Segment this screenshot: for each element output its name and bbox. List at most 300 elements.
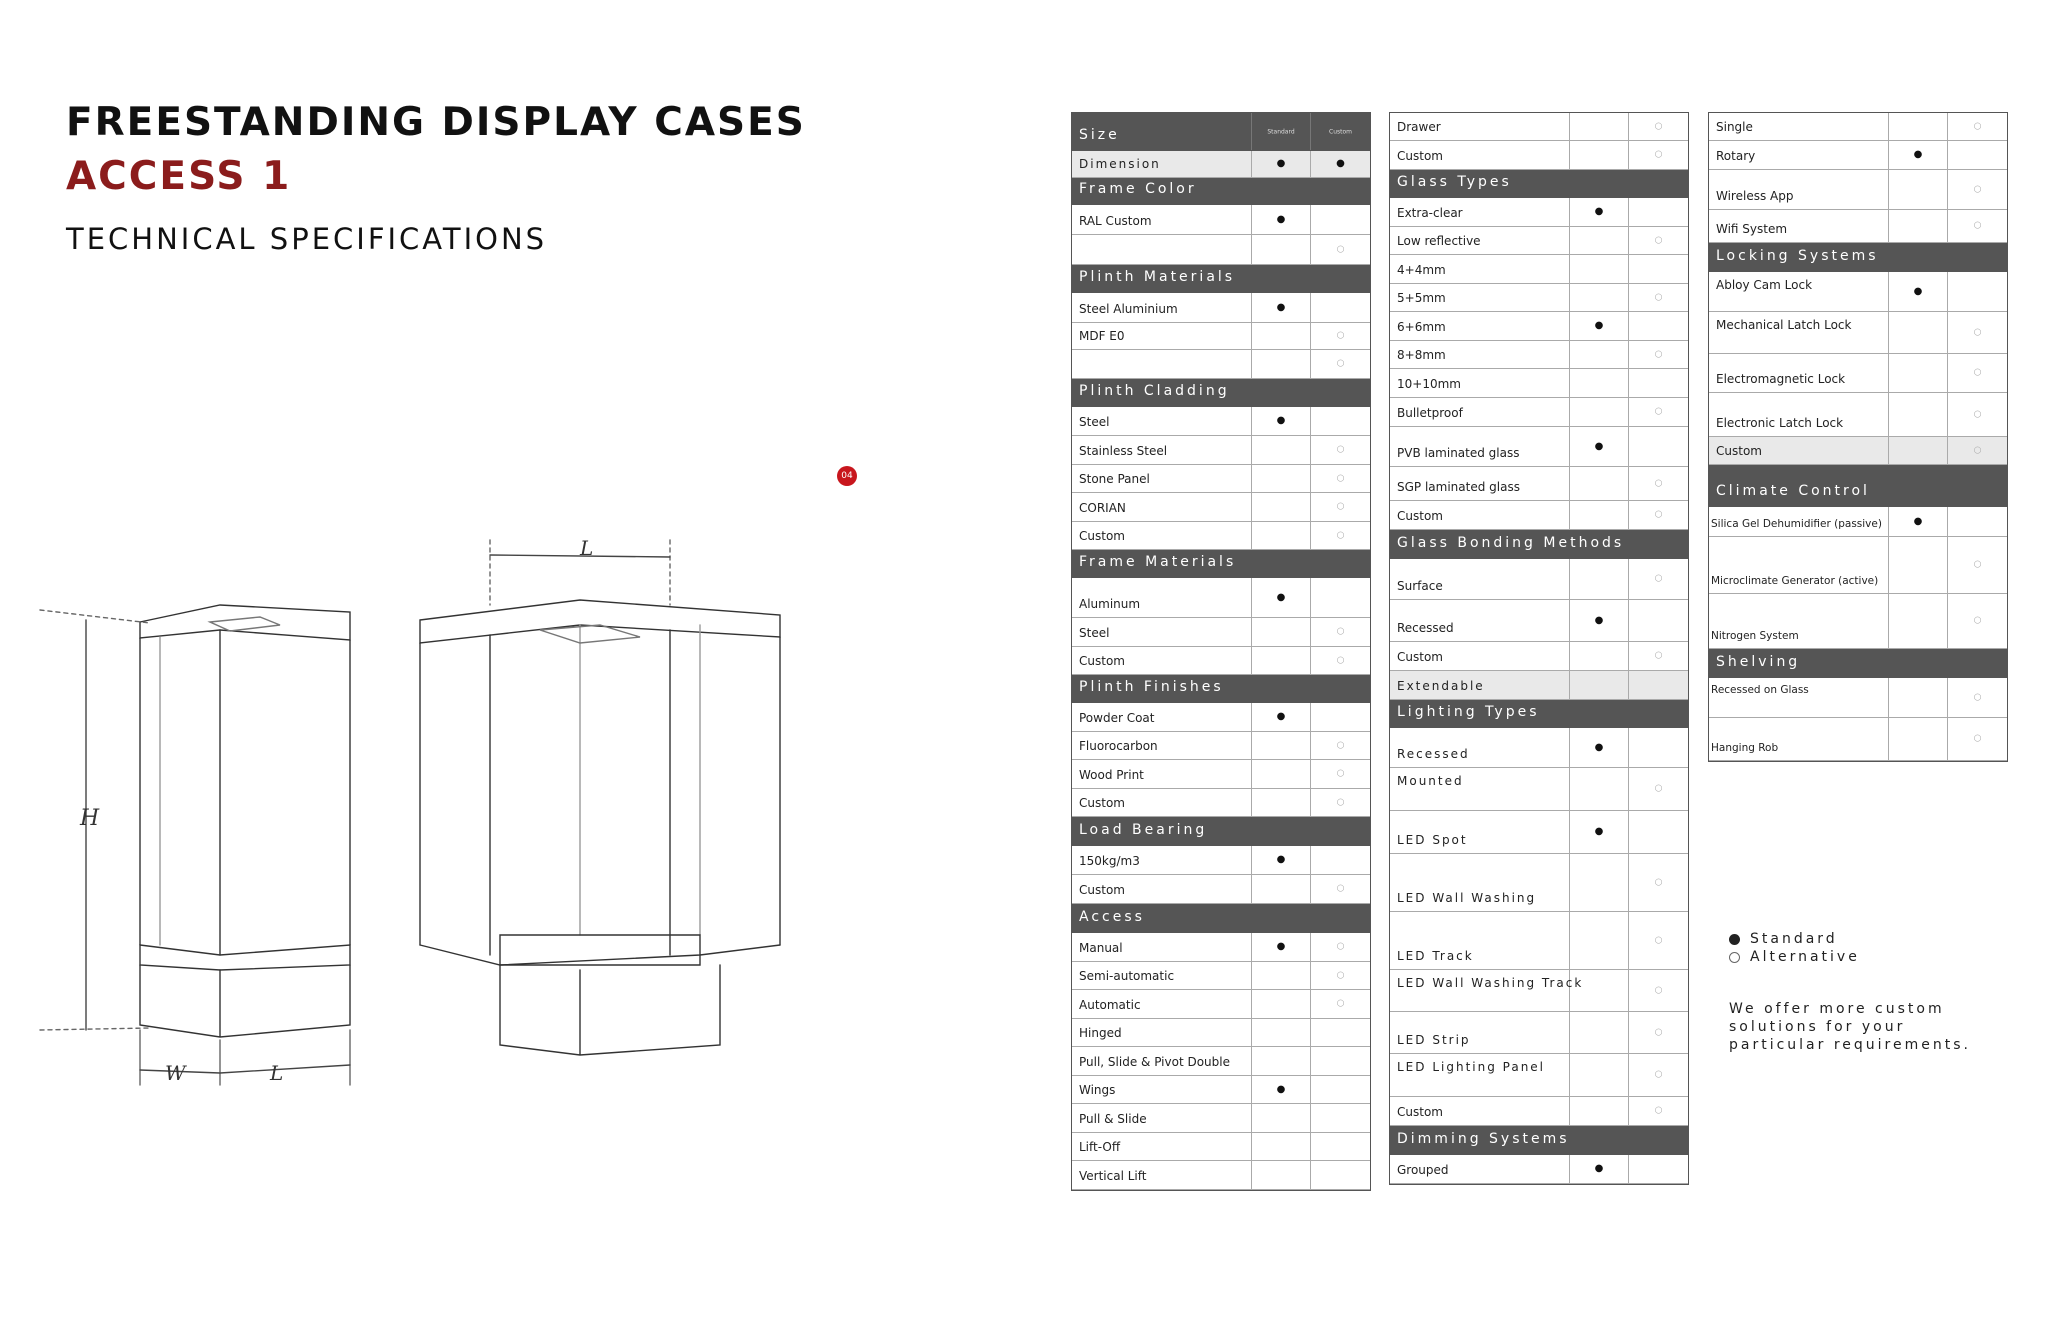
spec-label-cell bbox=[1390, 398, 1570, 426]
standard-cell bbox=[1252, 875, 1311, 903]
spec-section-header bbox=[1709, 243, 2007, 272]
alternative-dot-icon: ○ bbox=[1336, 797, 1345, 807]
legend bbox=[1729, 930, 1860, 966]
standard-cell bbox=[1252, 293, 1311, 322]
spec-label-cell bbox=[1072, 703, 1252, 731]
custom-cell bbox=[1311, 732, 1370, 759]
spec-row bbox=[1072, 962, 1370, 990]
hollow-dot-icon bbox=[1729, 952, 1740, 963]
spec-label-cell bbox=[1390, 255, 1570, 283]
custom-cell bbox=[1948, 678, 2007, 717]
custom-cell bbox=[1311, 760, 1370, 788]
spec-label-cell bbox=[1072, 1161, 1252, 1189]
standard-dot-icon: ● bbox=[1913, 285, 1923, 297]
spec-label-cell bbox=[1390, 768, 1570, 810]
option-label: RAL Custom bbox=[1079, 214, 1152, 228]
spec-label-cell bbox=[1709, 210, 1889, 242]
custom-cell bbox=[1948, 210, 2007, 242]
standard-cell bbox=[1889, 170, 1948, 209]
standard-cell bbox=[1889, 465, 1948, 506]
option-label: 10+10mm bbox=[1397, 377, 1461, 391]
alternative-dot-icon: ○ bbox=[1973, 220, 1982, 231]
option-label: LED Lighting Panel bbox=[1397, 1060, 1546, 1074]
spec-label-cell bbox=[1709, 113, 1889, 140]
option-label: Drawer bbox=[1397, 120, 1441, 134]
standard-dot-icon: ● bbox=[1276, 213, 1286, 225]
standard-cell bbox=[1570, 1054, 1629, 1096]
standard-cell bbox=[1252, 578, 1311, 617]
spec-row bbox=[1072, 151, 1370, 178]
option-label: Bulletproof bbox=[1397, 406, 1463, 420]
standard-cell bbox=[1570, 227, 1629, 254]
spec-label-cell bbox=[1072, 1019, 1252, 1046]
standard-cell bbox=[1889, 678, 1948, 717]
standard-cell bbox=[1570, 427, 1629, 466]
alternative-dot-icon: ○ bbox=[1336, 970, 1345, 980]
spec-row bbox=[1390, 559, 1688, 600]
spec-label-cell bbox=[1709, 678, 1889, 717]
custom-cell bbox=[1629, 398, 1688, 426]
spec-label-cell bbox=[1390, 854, 1570, 911]
spec-row bbox=[1390, 341, 1688, 369]
spec-label-cell bbox=[1390, 312, 1570, 340]
custom-cell bbox=[1311, 1161, 1370, 1189]
spec-section-header bbox=[1072, 904, 1370, 933]
spec-label-cell bbox=[1072, 647, 1252, 674]
spec-label-cell bbox=[1072, 407, 1252, 435]
alternative-dot-icon: ○ bbox=[1654, 509, 1663, 520]
custom-cell bbox=[1948, 243, 2007, 271]
spec-label-cell bbox=[1390, 501, 1570, 529]
alternative-dot-icon: ○ bbox=[1654, 1105, 1663, 1116]
alternative-dot-icon: ○ bbox=[1973, 615, 1982, 626]
section-label: Load Bearing bbox=[1079, 822, 1208, 838]
spec-row bbox=[1709, 678, 2007, 718]
standard-dot-icon: ● bbox=[1594, 206, 1604, 217]
standard-cell bbox=[1252, 647, 1311, 674]
standard-cell bbox=[1889, 507, 1948, 536]
spec-row bbox=[1072, 350, 1370, 379]
section-label: Plinth Materials bbox=[1079, 269, 1236, 285]
custom-cell bbox=[1629, 1054, 1688, 1096]
option-label: 8+8mm bbox=[1397, 348, 1446, 362]
standard-cell bbox=[1570, 284, 1629, 311]
spec-label-cell bbox=[1072, 904, 1252, 932]
standard-cell bbox=[1889, 393, 1948, 436]
spec-row bbox=[1709, 210, 2007, 243]
option-label: LED Track bbox=[1397, 949, 1474, 963]
option-label: Electronic Latch Lock bbox=[1716, 416, 1844, 430]
standard-cell bbox=[1252, 1019, 1311, 1046]
spec-label-cell bbox=[1072, 235, 1252, 264]
alternative-dot-icon: ○ bbox=[1654, 783, 1663, 794]
custom-cell bbox=[1629, 642, 1688, 670]
spec-row bbox=[1390, 312, 1688, 341]
standard-cell bbox=[1570, 255, 1629, 283]
custom-cell bbox=[1629, 559, 1688, 599]
custom-cell bbox=[1948, 170, 2007, 209]
section-label: Plinth Finishes bbox=[1079, 679, 1224, 695]
spec-label-cell bbox=[1072, 265, 1252, 292]
section-label: Locking Systems bbox=[1716, 248, 1879, 264]
custom-cell bbox=[1311, 323, 1370, 349]
spec-label-cell bbox=[1390, 671, 1570, 699]
custom-cell bbox=[1311, 293, 1370, 322]
spec-label-cell bbox=[1390, 284, 1570, 311]
option-label: 4+4mm bbox=[1397, 263, 1446, 277]
alternative-dot-icon: ○ bbox=[1654, 985, 1663, 995]
alternative-dot-icon: ○ bbox=[1336, 501, 1345, 512]
custom-cell bbox=[1629, 671, 1688, 699]
spec-label-cell bbox=[1390, 1054, 1570, 1096]
custom-cell bbox=[1311, 904, 1370, 932]
custom-cell bbox=[1311, 578, 1370, 617]
alternative-dot-icon: ○ bbox=[1654, 406, 1663, 417]
option-label: CORIAN bbox=[1079, 501, 1126, 515]
spec-label-cell bbox=[1072, 379, 1252, 406]
standard-cell bbox=[1252, 407, 1311, 435]
alternative-dot-icon: ○ bbox=[1336, 444, 1345, 455]
standard-cell bbox=[1252, 904, 1311, 932]
option-label: Automatic bbox=[1079, 998, 1141, 1012]
standard-cell bbox=[1252, 618, 1311, 646]
spec-row bbox=[1390, 369, 1688, 398]
custom-cell bbox=[1311, 235, 1370, 264]
custom-cell bbox=[1311, 1047, 1370, 1075]
custom-cell bbox=[1311, 1076, 1370, 1103]
custom-cell bbox=[1311, 846, 1370, 874]
custom-cell bbox=[1629, 854, 1688, 911]
spec-row bbox=[1390, 768, 1688, 811]
standard-cell bbox=[1570, 642, 1629, 670]
standard-cell bbox=[1252, 205, 1311, 234]
standard-cell bbox=[1252, 1161, 1311, 1189]
option-label: Custom bbox=[1397, 509, 1443, 523]
spec-label-cell bbox=[1390, 811, 1570, 853]
standard-cell bbox=[1570, 559, 1629, 599]
spec-label-cell bbox=[1709, 594, 1889, 648]
spec-row bbox=[1072, 1076, 1370, 1104]
standard-cell bbox=[1252, 962, 1311, 989]
alternative-dot-icon: ○ bbox=[1973, 121, 1982, 131]
option-label: Recessed bbox=[1397, 747, 1470, 761]
section-title: TECHNICAL SPECIFICATIONS bbox=[66, 222, 548, 256]
spec-label-cell bbox=[1072, 1104, 1252, 1132]
standard-cell bbox=[1252, 933, 1311, 961]
spec-row bbox=[1390, 970, 1688, 1012]
option-label: Extendable bbox=[1397, 679, 1485, 693]
spec-label-cell bbox=[1390, 700, 1570, 727]
custom-cell bbox=[1629, 170, 1688, 197]
spec-label-cell bbox=[1390, 1097, 1570, 1125]
option-label: Manual bbox=[1079, 941, 1123, 955]
custom-cell bbox=[1629, 1126, 1688, 1154]
spec-row bbox=[1709, 354, 2007, 393]
standard-cell bbox=[1252, 703, 1311, 731]
standard-cell bbox=[1570, 1126, 1629, 1154]
option-label: LED Wall Washing bbox=[1397, 891, 1537, 905]
standard-cell bbox=[1570, 671, 1629, 699]
spec-row bbox=[1390, 1012, 1688, 1054]
standard-cell bbox=[1889, 210, 1948, 242]
height-label: H bbox=[80, 806, 100, 831]
alternative-dot-icon: ○ bbox=[1336, 740, 1345, 750]
custom-cell bbox=[1629, 912, 1688, 969]
standard-cell bbox=[1252, 550, 1311, 577]
spec-section-header bbox=[1390, 1126, 1688, 1155]
option-label: Electromagnetic Lock bbox=[1716, 372, 1846, 386]
custom-cell bbox=[1629, 700, 1688, 727]
custom-cell bbox=[1311, 350, 1370, 378]
spec-label-cell bbox=[1072, 817, 1252, 845]
spec-label-cell bbox=[1390, 1155, 1570, 1183]
custom-cell bbox=[1311, 875, 1370, 903]
option-label: Custom bbox=[1079, 883, 1125, 897]
alternative-dot-icon: ○ bbox=[1654, 121, 1663, 131]
standard-column-label: Standard bbox=[1267, 128, 1295, 135]
custom-cell bbox=[1948, 465, 2007, 506]
standard-cell bbox=[1570, 728, 1629, 767]
custom-cell bbox=[1629, 427, 1688, 466]
option-label: Grouped bbox=[1397, 1163, 1449, 1177]
spec-row bbox=[1709, 718, 2007, 761]
custom-cell bbox=[1629, 1155, 1688, 1183]
custom-cell bbox=[1311, 962, 1370, 989]
standard-cell bbox=[1889, 649, 1948, 677]
spec-label-cell bbox=[1390, 1012, 1570, 1053]
standard-cell bbox=[1889, 354, 1948, 392]
spec-label-cell bbox=[1072, 522, 1252, 549]
section-label: Dimming Systems bbox=[1397, 1131, 1570, 1147]
standard-cell bbox=[1252, 178, 1311, 204]
spec-section-header bbox=[1390, 530, 1688, 559]
spec-row bbox=[1072, 522, 1370, 550]
option-label: Microclimate Generator (active) bbox=[1711, 575, 1879, 587]
alternative-dot-icon: ○ bbox=[1654, 292, 1663, 302]
spec-row bbox=[1072, 323, 1370, 350]
option-label: Custom bbox=[1397, 149, 1443, 163]
spec-row bbox=[1390, 912, 1688, 970]
spec-label-cell bbox=[1709, 272, 1889, 311]
sketch-svg bbox=[20, 525, 820, 1085]
spec-row bbox=[1390, 198, 1688, 227]
standard-cell bbox=[1570, 1012, 1629, 1053]
section-label: Lighting Types bbox=[1397, 704, 1540, 720]
spec-section-header bbox=[1390, 700, 1688, 728]
custom-cell bbox=[1629, 341, 1688, 368]
standard-dot-icon: ● bbox=[1913, 149, 1923, 160]
standard-cell bbox=[1252, 1133, 1311, 1160]
standard-cell bbox=[1252, 265, 1311, 292]
custom-cell bbox=[1948, 649, 2007, 677]
spec-label-cell bbox=[1390, 467, 1570, 500]
option-label: Abloy Cam Lock bbox=[1716, 278, 1813, 292]
spec-row bbox=[1390, 467, 1688, 501]
page-number-badge: 04 bbox=[837, 466, 857, 486]
standard-cell bbox=[1570, 312, 1629, 340]
standard-cell bbox=[1252, 151, 1311, 177]
spec-label-cell bbox=[1390, 600, 1570, 641]
option-label: Extra-clear bbox=[1397, 206, 1463, 220]
spec-row bbox=[1072, 493, 1370, 522]
spec-row bbox=[1390, 255, 1688, 284]
option-label: Custom bbox=[1079, 796, 1125, 810]
alternative-dot-icon: ○ bbox=[1973, 733, 1982, 744]
filled-dot-icon bbox=[1729, 934, 1740, 945]
standard-cell bbox=[1570, 1155, 1629, 1183]
option-label: Stainless Steel bbox=[1079, 444, 1168, 458]
spec-row bbox=[1072, 875, 1370, 904]
option-label: Surface bbox=[1397, 579, 1443, 593]
spec-section-header bbox=[1072, 379, 1370, 407]
spec-row bbox=[1709, 113, 2007, 141]
spec-label-cell bbox=[1709, 465, 1889, 506]
alternative-dot-icon: ○ bbox=[1654, 149, 1663, 160]
custom-cell bbox=[1311, 1104, 1370, 1132]
standard-cell bbox=[1889, 243, 1948, 271]
option-label: Custom bbox=[1397, 650, 1443, 664]
option-label: Custom bbox=[1079, 654, 1125, 668]
spec-label-cell bbox=[1390, 559, 1570, 599]
spec-row bbox=[1072, 436, 1370, 465]
alternative-dot-icon: ○ bbox=[1654, 1027, 1663, 1037]
custom-cell bbox=[1629, 600, 1688, 641]
legend-standard bbox=[1729, 930, 1860, 948]
option-label: Vertical Lift bbox=[1079, 1169, 1147, 1183]
option-label: Silica Gel Dehumidifier (passive) bbox=[1711, 518, 1882, 530]
standard-cell bbox=[1570, 170, 1629, 197]
option-label: Wings bbox=[1079, 1083, 1116, 1097]
alternative-dot-icon: ○ bbox=[1654, 1069, 1663, 1080]
standard-cell bbox=[1252, 465, 1311, 492]
alternative-dot-icon: ○ bbox=[1973, 445, 1982, 455]
width-label: W bbox=[165, 1061, 186, 1085]
custom-cell bbox=[1629, 141, 1688, 169]
standard-dot-icon: ● bbox=[1913, 515, 1923, 527]
standard-cell bbox=[1889, 272, 1948, 311]
spec-label-cell bbox=[1072, 550, 1252, 577]
spec-label-cell bbox=[1072, 990, 1252, 1018]
standard-dot-icon: ● bbox=[1276, 591, 1286, 603]
option-label: Hanging Rob bbox=[1711, 742, 1779, 754]
option-label: Low reflective bbox=[1397, 234, 1481, 248]
standard-cell bbox=[1889, 141, 1948, 169]
standard-dot-icon: ● bbox=[1276, 301, 1286, 313]
section-label: Shelving bbox=[1716, 654, 1801, 670]
standard-dot-icon: ● bbox=[1276, 941, 1286, 952]
custom-cell bbox=[1629, 255, 1688, 283]
length-label-right: L bbox=[580, 536, 594, 560]
page-title: FREESTANDING DISPLAY CASES bbox=[66, 100, 806, 145]
spec-section-header bbox=[1072, 178, 1370, 205]
standard-cell bbox=[1252, 1076, 1311, 1103]
custom-cell bbox=[1311, 407, 1370, 435]
custom-cell bbox=[1311, 379, 1370, 406]
standard-cell bbox=[1252, 493, 1311, 521]
spec-label-cell bbox=[1390, 642, 1570, 670]
spec-label-cell bbox=[1390, 970, 1584, 1011]
standard-cell bbox=[1252, 1047, 1311, 1075]
option-label: Wood Print bbox=[1079, 768, 1144, 782]
spec-row bbox=[1072, 407, 1370, 436]
legend-alternative-label: Alternative bbox=[1750, 949, 1860, 965]
custom-cell bbox=[1948, 437, 2007, 464]
standard-cell bbox=[1570, 341, 1629, 368]
standard-cell bbox=[1570, 811, 1629, 853]
spec-label-cell bbox=[1390, 227, 1570, 254]
standard-cell bbox=[1252, 732, 1311, 759]
standard-cell bbox=[1252, 760, 1311, 788]
standard-cell bbox=[1252, 113, 1311, 150]
custom-cell bbox=[1311, 265, 1370, 292]
length-label-left: L bbox=[270, 1061, 284, 1085]
spec-table-column-3 bbox=[1708, 112, 2008, 762]
spec-section-header bbox=[1072, 550, 1370, 578]
spec-section-header bbox=[1709, 465, 2007, 507]
custom-cell bbox=[1311, 1019, 1370, 1046]
option-label: Single bbox=[1716, 120, 1753, 134]
spec-label-cell bbox=[1709, 718, 1889, 760]
option-label: Mounted bbox=[1397, 774, 1464, 788]
spec-label-cell bbox=[1709, 507, 1889, 536]
spec-label-cell bbox=[1072, 293, 1252, 322]
alternative-dot-icon: ○ bbox=[1336, 768, 1345, 779]
custom-cell bbox=[1948, 507, 2007, 536]
alternative-dot-icon: ○ bbox=[1336, 358, 1345, 369]
spec-row bbox=[1709, 437, 2007, 465]
custom-cell bbox=[1629, 227, 1688, 254]
section-label: Size bbox=[1079, 127, 1120, 143]
spec-row bbox=[1709, 141, 2007, 170]
option-label: Custom bbox=[1716, 444, 1762, 458]
option-label: 6+6mm bbox=[1397, 320, 1446, 334]
section-label: Glass Types bbox=[1397, 174, 1512, 190]
spec-label-cell bbox=[1390, 427, 1570, 466]
spec-label-cell bbox=[1072, 618, 1252, 646]
standard-cell bbox=[1570, 854, 1629, 911]
standard-cell bbox=[1252, 1104, 1311, 1132]
standard-cell bbox=[1570, 198, 1629, 226]
custom-cell bbox=[1629, 501, 1688, 529]
spec-label-cell bbox=[1390, 113, 1570, 140]
standard-cell bbox=[1252, 235, 1311, 264]
alternative-dot-icon: ○ bbox=[1336, 655, 1345, 665]
option-label: Rotary bbox=[1716, 149, 1756, 163]
spec-row bbox=[1072, 465, 1370, 493]
spec-row bbox=[1390, 284, 1688, 312]
standard-dot-icon: ● bbox=[1276, 854, 1286, 865]
spec-label-cell bbox=[1072, 962, 1252, 989]
standard-cell bbox=[1570, 467, 1629, 500]
alternative-dot-icon: ○ bbox=[1336, 998, 1345, 1009]
spec-row bbox=[1072, 846, 1370, 875]
standard-cell bbox=[1252, 990, 1311, 1018]
spec-label-cell bbox=[1072, 205, 1252, 234]
spec-row bbox=[1390, 427, 1688, 467]
spec-row bbox=[1072, 1047, 1370, 1076]
spec-row bbox=[1390, 1054, 1688, 1097]
spec-label-cell bbox=[1709, 537, 1889, 593]
option-label: Hinged bbox=[1079, 1026, 1122, 1040]
custom-cell bbox=[1629, 1097, 1688, 1125]
custom-cell bbox=[1311, 647, 1370, 674]
option-label: Pull & Slide bbox=[1079, 1112, 1147, 1126]
product-name: ACCESS 1 bbox=[66, 154, 292, 199]
spec-label-cell bbox=[1390, 341, 1570, 368]
spec-label-cell bbox=[1709, 141, 1889, 169]
alternative-dot-icon: ○ bbox=[1973, 409, 1982, 419]
spec-row bbox=[1390, 854, 1688, 912]
